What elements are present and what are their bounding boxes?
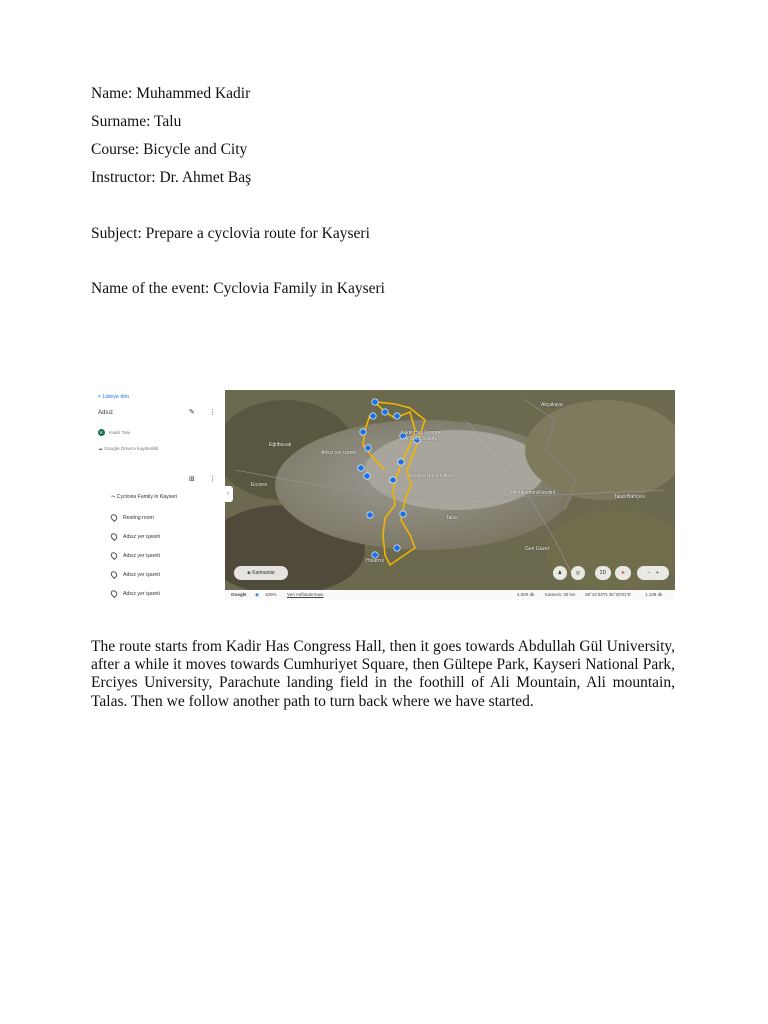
edit-icon[interactable]: ✎ [189,409,195,416]
map-label: ve Spor Salonu [403,436,438,442]
more-menu-icon-2[interactable]: ⋮ [209,476,216,483]
map-label: Hisarcık [366,558,385,564]
collapse-panel-button[interactable]: ‹ [223,486,233,502]
instructor-name: Instructor: Dr. Ahmet Baş [91,169,252,186]
map-status-bar [225,590,675,600]
cloud-icon: ☁ [98,447,105,452]
user-name: Kadir Talu [109,431,131,436]
map-label: Kadir Has Kongre [401,430,441,436]
subject-line: Subject: Prepare a cyclovia route for Kayseri [91,225,370,242]
list-item[interactable]: Adsız yer işareti [111,552,160,559]
google-logo: Google [231,592,247,597]
project-title: Adsız [98,410,114,416]
map-label: Adsız yer işareti [321,450,357,456]
user-row [98,429,130,436]
zoom-out-button[interactable]: − [647,570,651,576]
load-percent: 100% [265,592,277,597]
placemark-icon [109,513,118,522]
zoom-controls [637,566,669,580]
back-to-list-link[interactable]: < Listeye dön [98,394,130,400]
map-screenshot-figure [91,390,675,600]
map-label: Akçakaya [541,402,563,408]
data-attribution-link[interactable]: Veri Atıflandırması [287,592,324,597]
tilt-icon[interactable]: ◎ [571,566,585,580]
toggle-2d-button[interactable]: 2D [595,566,611,580]
map-label: Mimarsinan/Kendirli [511,490,555,496]
elevation: 1.108 dk [645,592,663,597]
map-label: Talas [446,515,458,521]
route-icon: ⤳ [111,494,117,500]
layers-button[interactable]: ◈ Katmanlar [234,566,288,580]
avatar: K [99,430,103,435]
placemark-icon [109,532,118,541]
satellite-map[interactable] [225,390,675,590]
event-name: Name of the event: Cyclovia Family in Kayseri [91,280,385,297]
list-item[interactable]: Resting room [111,514,154,521]
zoom-in-button[interactable]: + [655,570,659,576]
student-name: Name: Muhammed Kadir [91,85,251,102]
map-label: Geri Güzel [525,546,549,552]
list-item[interactable]: Adsız yer işareti [111,533,160,540]
scale-bar: 4.000 dk [517,592,535,597]
add-folder-icon[interactable]: ⊞ [189,476,195,483]
map-label: Eğribucak [269,442,292,448]
list-item[interactable]: Adsız yer işareti [111,590,160,597]
route-description: The route starts from Kadir Has Congress Hall, then it goes towards Abdullah Gül University, after a while it moves towards Cumhuriyet Square, then Gültepe Park, Kayseri National Park, Erciyes University, Parachute landing field in the foothill of Ali Mountain, Ali mountain, Talas. Then we follow another path to turn back where we have started. [91,638,675,710]
list-item[interactable]: Adsız yer işareti [111,571,160,578]
map-label: Erciyes [251,482,268,488]
placemark-icon [109,589,118,598]
street-view-icon[interactable]: ♟ [553,566,567,580]
student-surname: Surname: Talu [91,113,182,130]
route-item[interactable]: ⤳ Cyclovia Family in Kayseri [111,494,178,500]
placemark-icon [109,570,118,579]
course-name: Course: Bicycle and City [91,141,248,158]
drive-status: ☁ Google Drive'a kaydedildi [98,447,159,452]
coordinates: 38°44'33"N 35°30'01"E [585,592,632,597]
map-side-panel [91,390,225,600]
map-label: Erciyes Üniversitesi [409,473,453,479]
camera-altitude: Kamera: 30 km [545,592,576,597]
map-label: Talas Bahçesi [614,494,645,500]
compass-icon[interactable]: ➤ [615,566,631,580]
layers-icon: ◈ [246,570,253,576]
more-menu-icon[interactable]: ⋮ [209,409,216,416]
loading-icon: ◉ [255,592,259,597]
placemark-icon [109,551,118,560]
